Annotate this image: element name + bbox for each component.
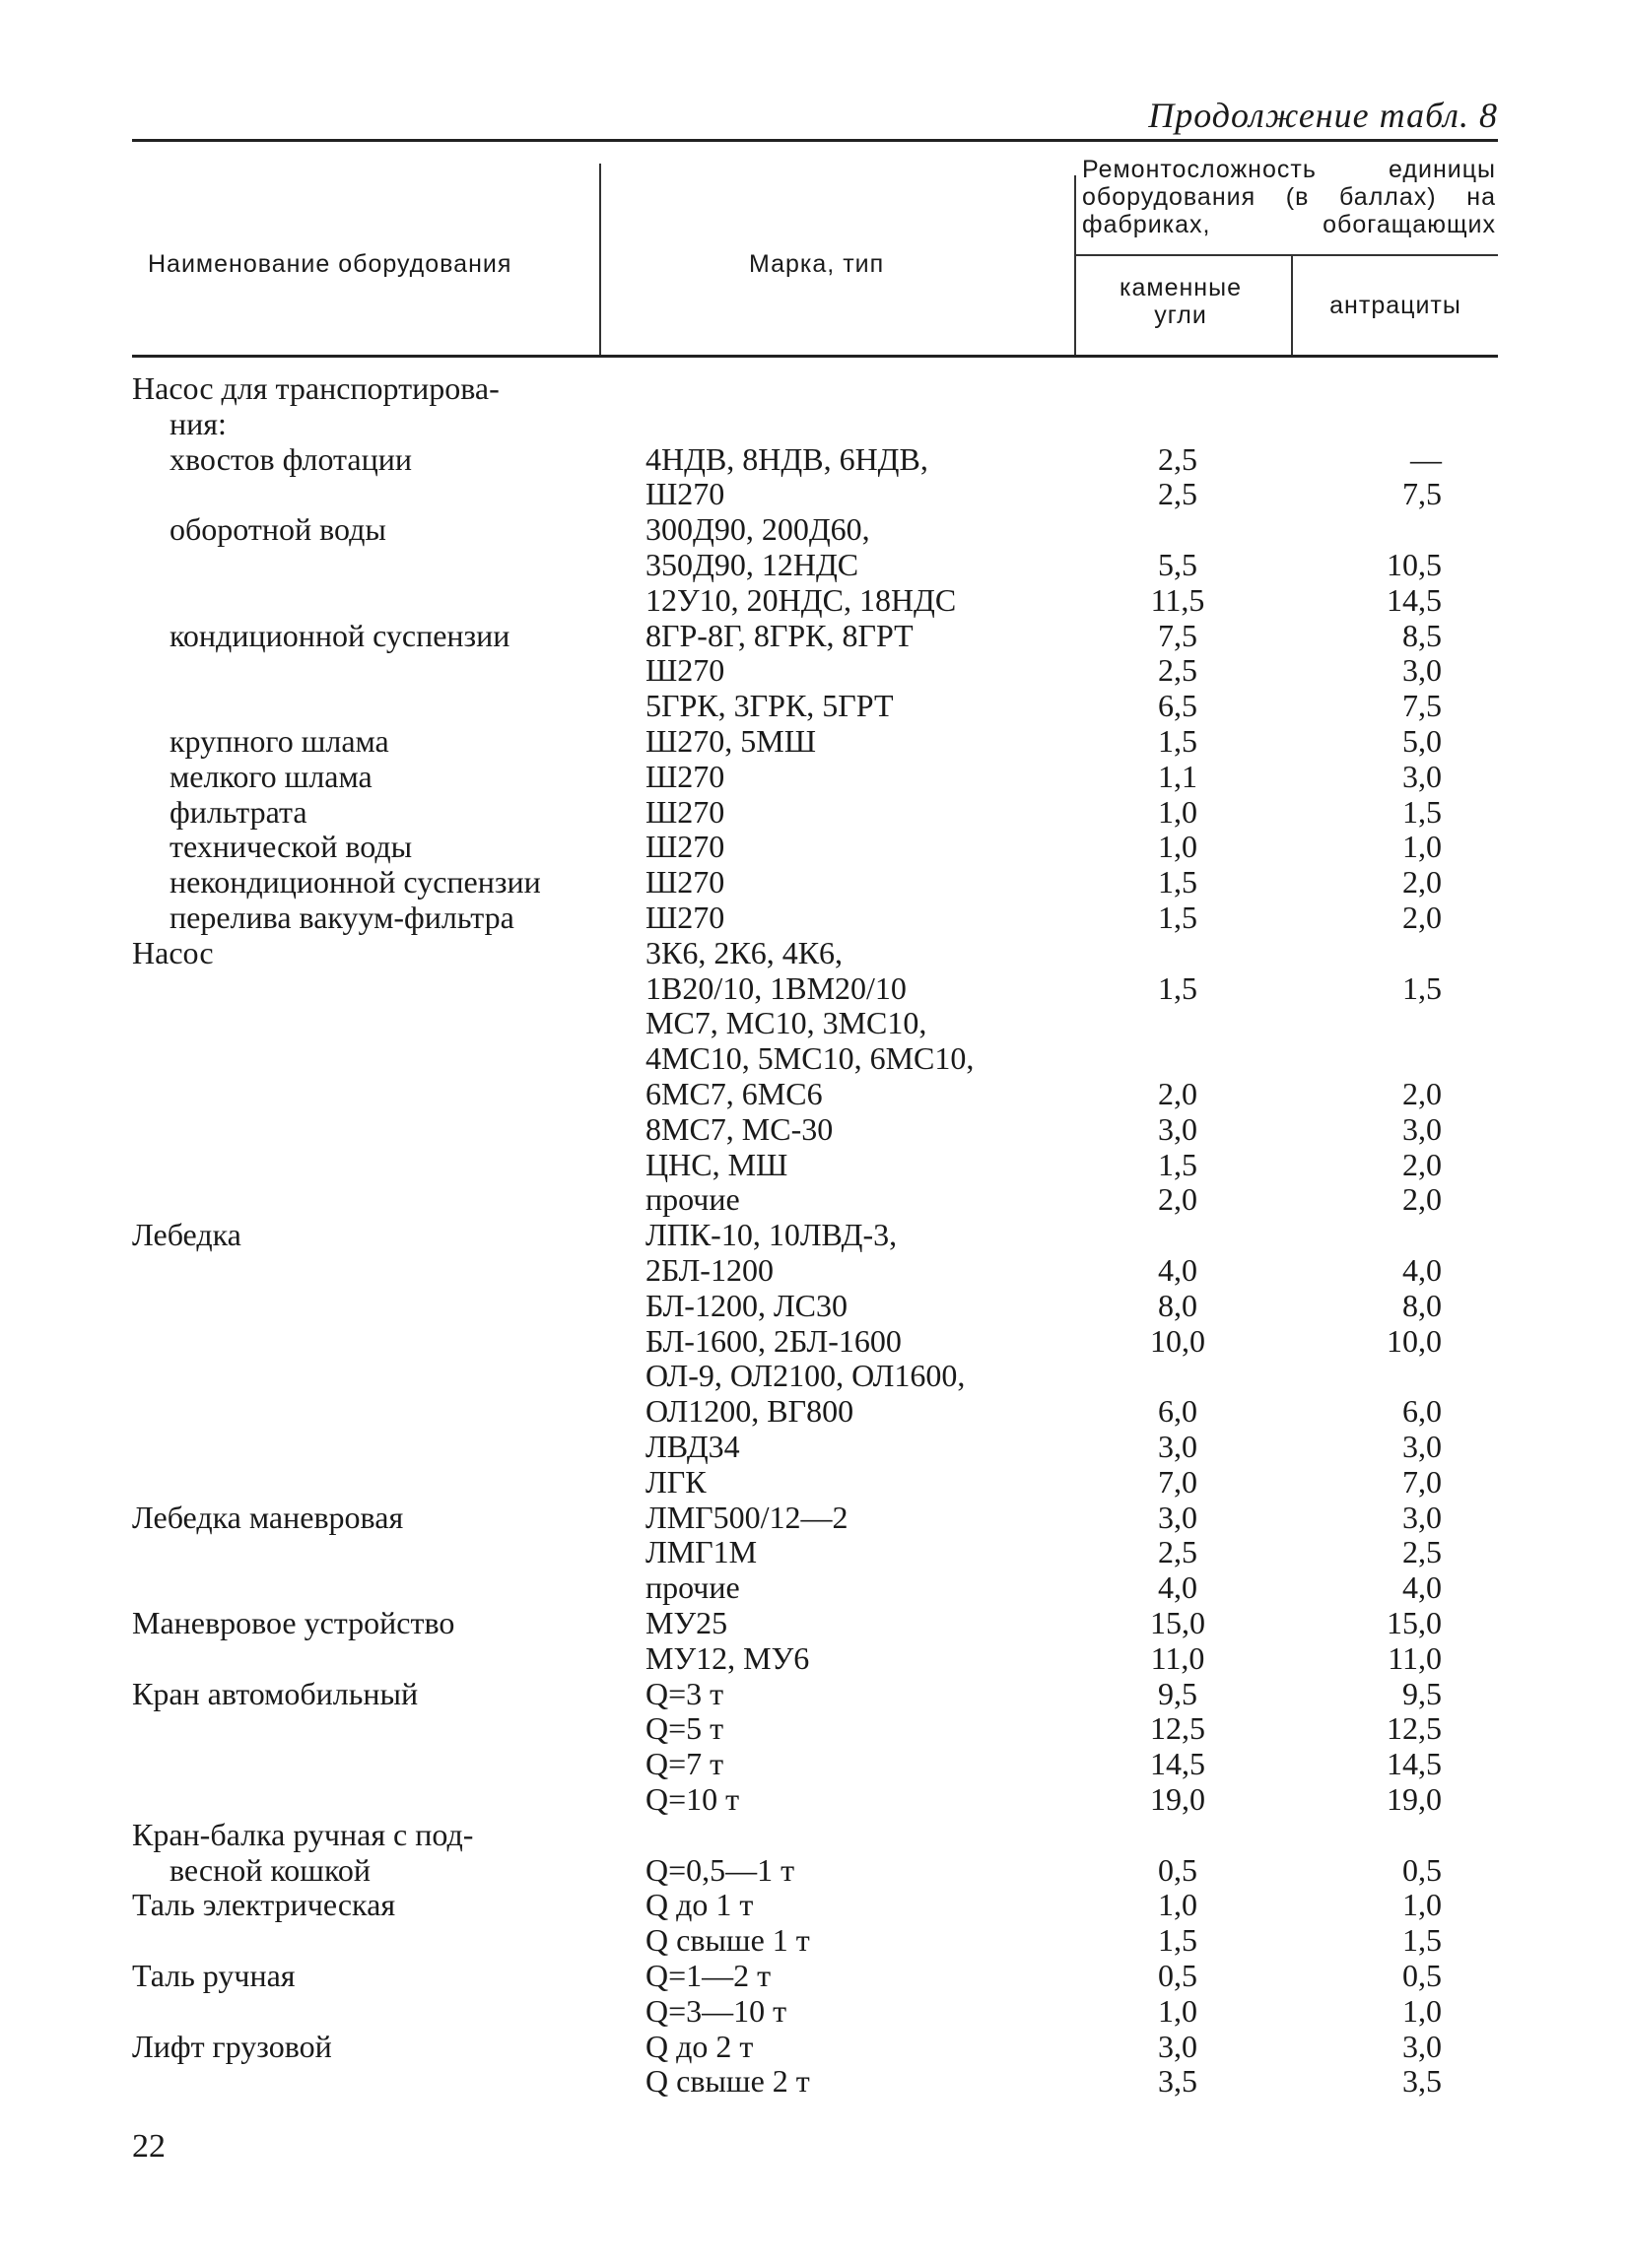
value-coal: 0,5 [1158, 1851, 1197, 1888]
value-coal: 4,0 [1158, 1252, 1197, 1288]
value-anthracite: 7,5 [1402, 688, 1442, 724]
table-row [0, 935, 1629, 970]
equipment-mark: прочие [645, 1181, 740, 1218]
equipment-mark: Ш270 [645, 758, 725, 794]
value-coal: 7,0 [1158, 1463, 1197, 1500]
equipment-mark: Ш270 [645, 476, 725, 512]
equipment-mark: 5ГРК, 3ГРК, 5ГРТ [645, 688, 894, 724]
equipment-mark: 2БЛ-1200 [645, 1252, 774, 1288]
table-row [0, 864, 1629, 900]
equipment-name: Лебедка [132, 1217, 241, 1253]
page-number: 22 [132, 2128, 166, 2165]
table-row [0, 1852, 1629, 1888]
value-coal: 1,0 [1158, 829, 1197, 865]
value-anthracite: — [1410, 440, 1442, 477]
table-row [0, 1922, 1629, 1958]
equipment-mark: ЛМГ500/12—2 [645, 1499, 848, 1535]
equipment-mark: Q свыше 2 т [645, 2063, 810, 2100]
value-coal: 3,5 [1158, 2063, 1197, 2100]
equipment-name: фильтрата [170, 793, 307, 830]
header-subrule [1076, 254, 1498, 256]
table-row [0, 723, 1629, 759]
value-coal: 1,5 [1158, 900, 1197, 935]
value-coal: 2,0 [1158, 1076, 1197, 1111]
equipment-mark: МУ12, МУ6 [645, 1639, 810, 1676]
value-coal: 4,0 [1158, 1569, 1197, 1606]
equipment-name: Насос [132, 934, 214, 970]
value-coal: 14,5 [1150, 1746, 1205, 1782]
value-coal: 1,1 [1158, 758, 1197, 794]
table-row [0, 1147, 1629, 1182]
equipment-name: Насос для транспортирова- [132, 370, 500, 406]
table-row [0, 1605, 1629, 1640]
table-row [0, 2063, 1629, 2099]
value-coal: 2,5 [1158, 440, 1197, 477]
value-coal: 11,0 [1150, 1639, 1205, 1676]
table-row [0, 370, 1629, 406]
table-row [0, 1534, 1629, 1569]
value-coal: 3,0 [1158, 1499, 1197, 1535]
value-anthracite: 3,0 [1402, 1429, 1442, 1464]
table-row [0, 1640, 1629, 1676]
value-coal: 11,5 [1150, 581, 1205, 618]
table-row [0, 794, 1629, 830]
equipment-mark: Q=1—2 т [645, 1958, 772, 1993]
equipment-mark: Ш270 [645, 900, 725, 935]
equipment-mark: МС7, МС10, 3МС10, [645, 1005, 927, 1041]
table-row [0, 900, 1629, 935]
table-row [0, 1429, 1629, 1464]
value-anthracite: 2,5 [1402, 1534, 1442, 1570]
table-top-rule [132, 139, 1498, 142]
value-anthracite: 1,5 [1402, 793, 1442, 830]
equipment-name: перелива вакуум-фильтра [170, 900, 514, 935]
equipment-name: Маневровое устройство [132, 1605, 455, 1640]
value-anthracite: 3,0 [1402, 758, 1442, 794]
value-anthracite: 2,0 [1402, 1181, 1442, 1218]
value-coal: 1,5 [1158, 723, 1197, 759]
table-row [0, 1040, 1629, 1076]
equipment-name: Кран автомобильный [132, 1675, 419, 1711]
equipment-name: Лебедка маневровая [132, 1499, 404, 1535]
table-row [0, 618, 1629, 653]
value-coal: 7,5 [1158, 617, 1197, 653]
equipment-mark: 4МС10, 5МС10, 6МС10, [645, 1040, 975, 1077]
value-anthracite: 10,0 [1387, 1322, 1442, 1359]
table-row [0, 582, 1629, 618]
table-row [0, 1710, 1629, 1746]
table-row [0, 1676, 1629, 1711]
equipment-mark: Ш270 [645, 793, 725, 830]
table-row [0, 1746, 1629, 1781]
value-anthracite: 1,5 [1402, 1922, 1442, 1959]
equipment-name: весной кошкой [170, 1851, 371, 1888]
table-row [0, 652, 1629, 688]
table-row [0, 1288, 1629, 1323]
table-row [0, 406, 1629, 441]
value-coal: 3,0 [1158, 1110, 1197, 1147]
equipment-mark: БЛ-1200, ЛС30 [645, 1287, 848, 1323]
equipment-mark: Q=10 т [645, 1781, 740, 1817]
table-row [0, 1076, 1629, 1111]
equipment-mark: Ш270, 5МШ [645, 723, 817, 759]
equipment-mark: Q=5 т [645, 1710, 724, 1747]
header-divider-2 [1074, 175, 1076, 357]
table-row [0, 1252, 1629, 1288]
equipment-mark: 12У10, 20НДС, 18НДС [645, 581, 957, 618]
value-anthracite: 1,0 [1402, 829, 1442, 865]
table-row [0, 1464, 1629, 1500]
value-coal: 10,0 [1150, 1322, 1205, 1359]
table-row [0, 476, 1629, 511]
value-anthracite: 3,0 [1402, 2028, 1442, 2064]
table-row [0, 1323, 1629, 1359]
equipment-name: Лифт грузовой [132, 2028, 332, 2064]
value-anthracite: 2,0 [1402, 900, 1442, 935]
table-row [0, 1817, 1629, 1852]
equipment-name: мелкого шлама [170, 758, 373, 794]
value-anthracite: 14,5 [1387, 1746, 1442, 1782]
equipment-mark: Q до 2 т [645, 2028, 754, 2064]
table-row [0, 1217, 1629, 1252]
equipment-mark: 8МС7, МС-30 [645, 1110, 834, 1147]
equipment-name: кондиционной суспензии [170, 617, 510, 653]
value-coal: 3,0 [1158, 1429, 1197, 1464]
header-group: Ремонтосложность единицы оборудования (в баллах) на фабриках, обогащающих [1082, 156, 1496, 238]
value-coal: 1,0 [1158, 793, 1197, 830]
table-row [0, 688, 1629, 723]
value-anthracite: 3,5 [1402, 2063, 1442, 2100]
header-col1-line1: каменные [1120, 274, 1242, 301]
table-row [0, 1111, 1629, 1147]
table-row [0, 1781, 1629, 1817]
equipment-mark: Ш270 [645, 829, 725, 865]
header-name: Наименование оборудования [148, 250, 512, 278]
value-coal: 19,0 [1150, 1781, 1205, 1817]
value-coal: 1,5 [1158, 1922, 1197, 1959]
equipment-mark: ОЛ1200, ВГ800 [645, 1393, 854, 1430]
value-anthracite: 8,0 [1402, 1287, 1442, 1323]
equipment-mark: 350Д90, 12НДС [645, 547, 859, 582]
equipment-mark: Q до 1 т [645, 1887, 754, 1923]
value-anthracite: 7,0 [1402, 1463, 1442, 1500]
value-coal: 9,5 [1158, 1675, 1197, 1711]
table-row [0, 1181, 1629, 1217]
value-anthracite: 3,0 [1402, 1110, 1442, 1147]
value-coal: 12,5 [1150, 1710, 1205, 1747]
table-row [0, 441, 1629, 477]
table-row [0, 511, 1629, 547]
equipment-mark: Q=7 т [645, 1746, 724, 1782]
equipment-mark: 300Д90, 200Д60, [645, 511, 870, 548]
table-row [0, 759, 1629, 794]
table-row [0, 1393, 1629, 1429]
value-anthracite: 3,0 [1402, 1499, 1442, 1535]
equipment-name: Кран-балка ручная с под- [132, 1816, 474, 1852]
value-anthracite: 15,0 [1387, 1605, 1442, 1640]
equipment-mark: 1В20/10, 1ВМ20/10 [645, 969, 907, 1006]
value-anthracite: 0,5 [1402, 1851, 1442, 1888]
equipment-mark: 3К6, 2К6, 4К6, [645, 934, 844, 970]
value-anthracite: 8,5 [1402, 617, 1442, 653]
value-anthracite: 1,0 [1402, 1887, 1442, 1923]
equipment-name: крупного шлама [170, 723, 389, 759]
table-row [0, 829, 1629, 864]
table-header-rule [132, 355, 1498, 358]
value-coal: 2,5 [1158, 652, 1197, 689]
equipment-mark: ЛГК [645, 1463, 707, 1500]
value-anthracite: 0,5 [1402, 1958, 1442, 1993]
equipment-mark: Q=3—10 т [645, 1992, 787, 2029]
equipment-mark: Q свыше 1 т [645, 1922, 810, 1959]
equipment-mark: Ш270 [645, 652, 725, 689]
equipment-mark: ЦНС, МШ [645, 1146, 788, 1182]
header-col2: антрациты [1329, 292, 1461, 319]
value-anthracite: 4,0 [1402, 1252, 1442, 1288]
equipment-name: хвостов флотации [170, 440, 412, 477]
value-coal: 1,5 [1158, 969, 1197, 1006]
value-anthracite: 1,5 [1402, 969, 1442, 1006]
value-coal: 1,5 [1158, 1146, 1197, 1182]
equipment-mark: 6МС7, 6МС6 [645, 1076, 823, 1111]
table-row [0, 547, 1629, 582]
value-anthracite: 2,0 [1402, 864, 1442, 901]
equipment-name: Таль ручная [132, 1958, 296, 1993]
equipment-mark: БЛ-1600, 2БЛ-1600 [645, 1322, 902, 1359]
value-coal: 2,5 [1158, 476, 1197, 512]
equipment-mark: ОЛ-9, ОЛ2100, ОЛ1600, [645, 1358, 966, 1394]
equipment-name: оборотной воды [170, 511, 386, 548]
value-anthracite: 4,0 [1402, 1569, 1442, 1606]
value-anthracite: 10,5 [1387, 547, 1442, 582]
equipment-name: ния: [170, 405, 227, 441]
table-row [0, 1958, 1629, 1993]
equipment-mark: 8ГР-8Г, 8ГРК, 8ГРТ [645, 617, 914, 653]
value-anthracite: 12,5 [1387, 1710, 1442, 1747]
value-coal: 1,0 [1158, 1887, 1197, 1923]
value-anthracite: 6,0 [1402, 1393, 1442, 1430]
table-row [0, 970, 1629, 1006]
value-anthracite: 9,5 [1402, 1675, 1442, 1711]
value-anthracite: 5,0 [1402, 723, 1442, 759]
equipment-mark: ЛПК-10, 10ЛВД-3, [645, 1217, 898, 1253]
equipment-mark: МУ25 [645, 1605, 728, 1640]
equipment-mark: Q=0,5—1 т [645, 1851, 795, 1888]
header-col1 [1082, 274, 1279, 329]
value-anthracite: 7,5 [1402, 476, 1442, 512]
value-coal: 2,5 [1158, 1534, 1197, 1570]
equipment-mark: ЛВД34 [645, 1429, 740, 1464]
table-row [0, 2029, 1629, 2064]
equipment-name: технической воды [170, 829, 413, 865]
value-coal: 6,5 [1158, 688, 1197, 724]
table-row [0, 1887, 1629, 1922]
value-coal: 0,5 [1158, 1958, 1197, 1993]
value-coal: 1,0 [1158, 1992, 1197, 2029]
header-mark: Марка, тип [749, 250, 885, 278]
equipment-mark: Ш270 [645, 864, 725, 901]
header-col1-line2: угли [1154, 301, 1207, 329]
table-row [0, 1993, 1629, 2029]
value-coal: 15,0 [1150, 1605, 1205, 1640]
equipment-name: Таль электрическая [132, 1887, 396, 1923]
value-coal: 1,5 [1158, 864, 1197, 901]
equipment-mark: Q=3 т [645, 1675, 724, 1711]
table-caption: Продолжение табл. 8 [1148, 96, 1498, 135]
value-coal: 6,0 [1158, 1393, 1197, 1430]
value-anthracite: 14,5 [1387, 581, 1442, 618]
table-row [0, 1569, 1629, 1605]
equipment-mark: 4НДВ, 8НДВ, 6НДВ, [645, 440, 928, 477]
equipment-mark: ЛМГ1М [645, 1534, 758, 1570]
equipment-mark: прочие [645, 1569, 740, 1606]
table-row [0, 1358, 1629, 1393]
value-coal: 8,0 [1158, 1287, 1197, 1323]
value-coal: 3,0 [1158, 2028, 1197, 2064]
value-anthracite: 3,0 [1402, 652, 1442, 689]
value-coal: 2,0 [1158, 1181, 1197, 1218]
value-anthracite: 2,0 [1402, 1076, 1442, 1111]
value-coal: 5,5 [1158, 547, 1197, 582]
header-divider-1 [599, 164, 601, 357]
value-anthracite: 2,0 [1402, 1146, 1442, 1182]
table-row [0, 1005, 1629, 1040]
value-anthracite: 11,0 [1388, 1639, 1442, 1676]
equipment-name: некондиционной суспензии [170, 864, 541, 901]
table-row [0, 1500, 1629, 1535]
value-anthracite: 1,0 [1402, 1992, 1442, 2029]
value-anthracite: 19,0 [1387, 1781, 1442, 1817]
